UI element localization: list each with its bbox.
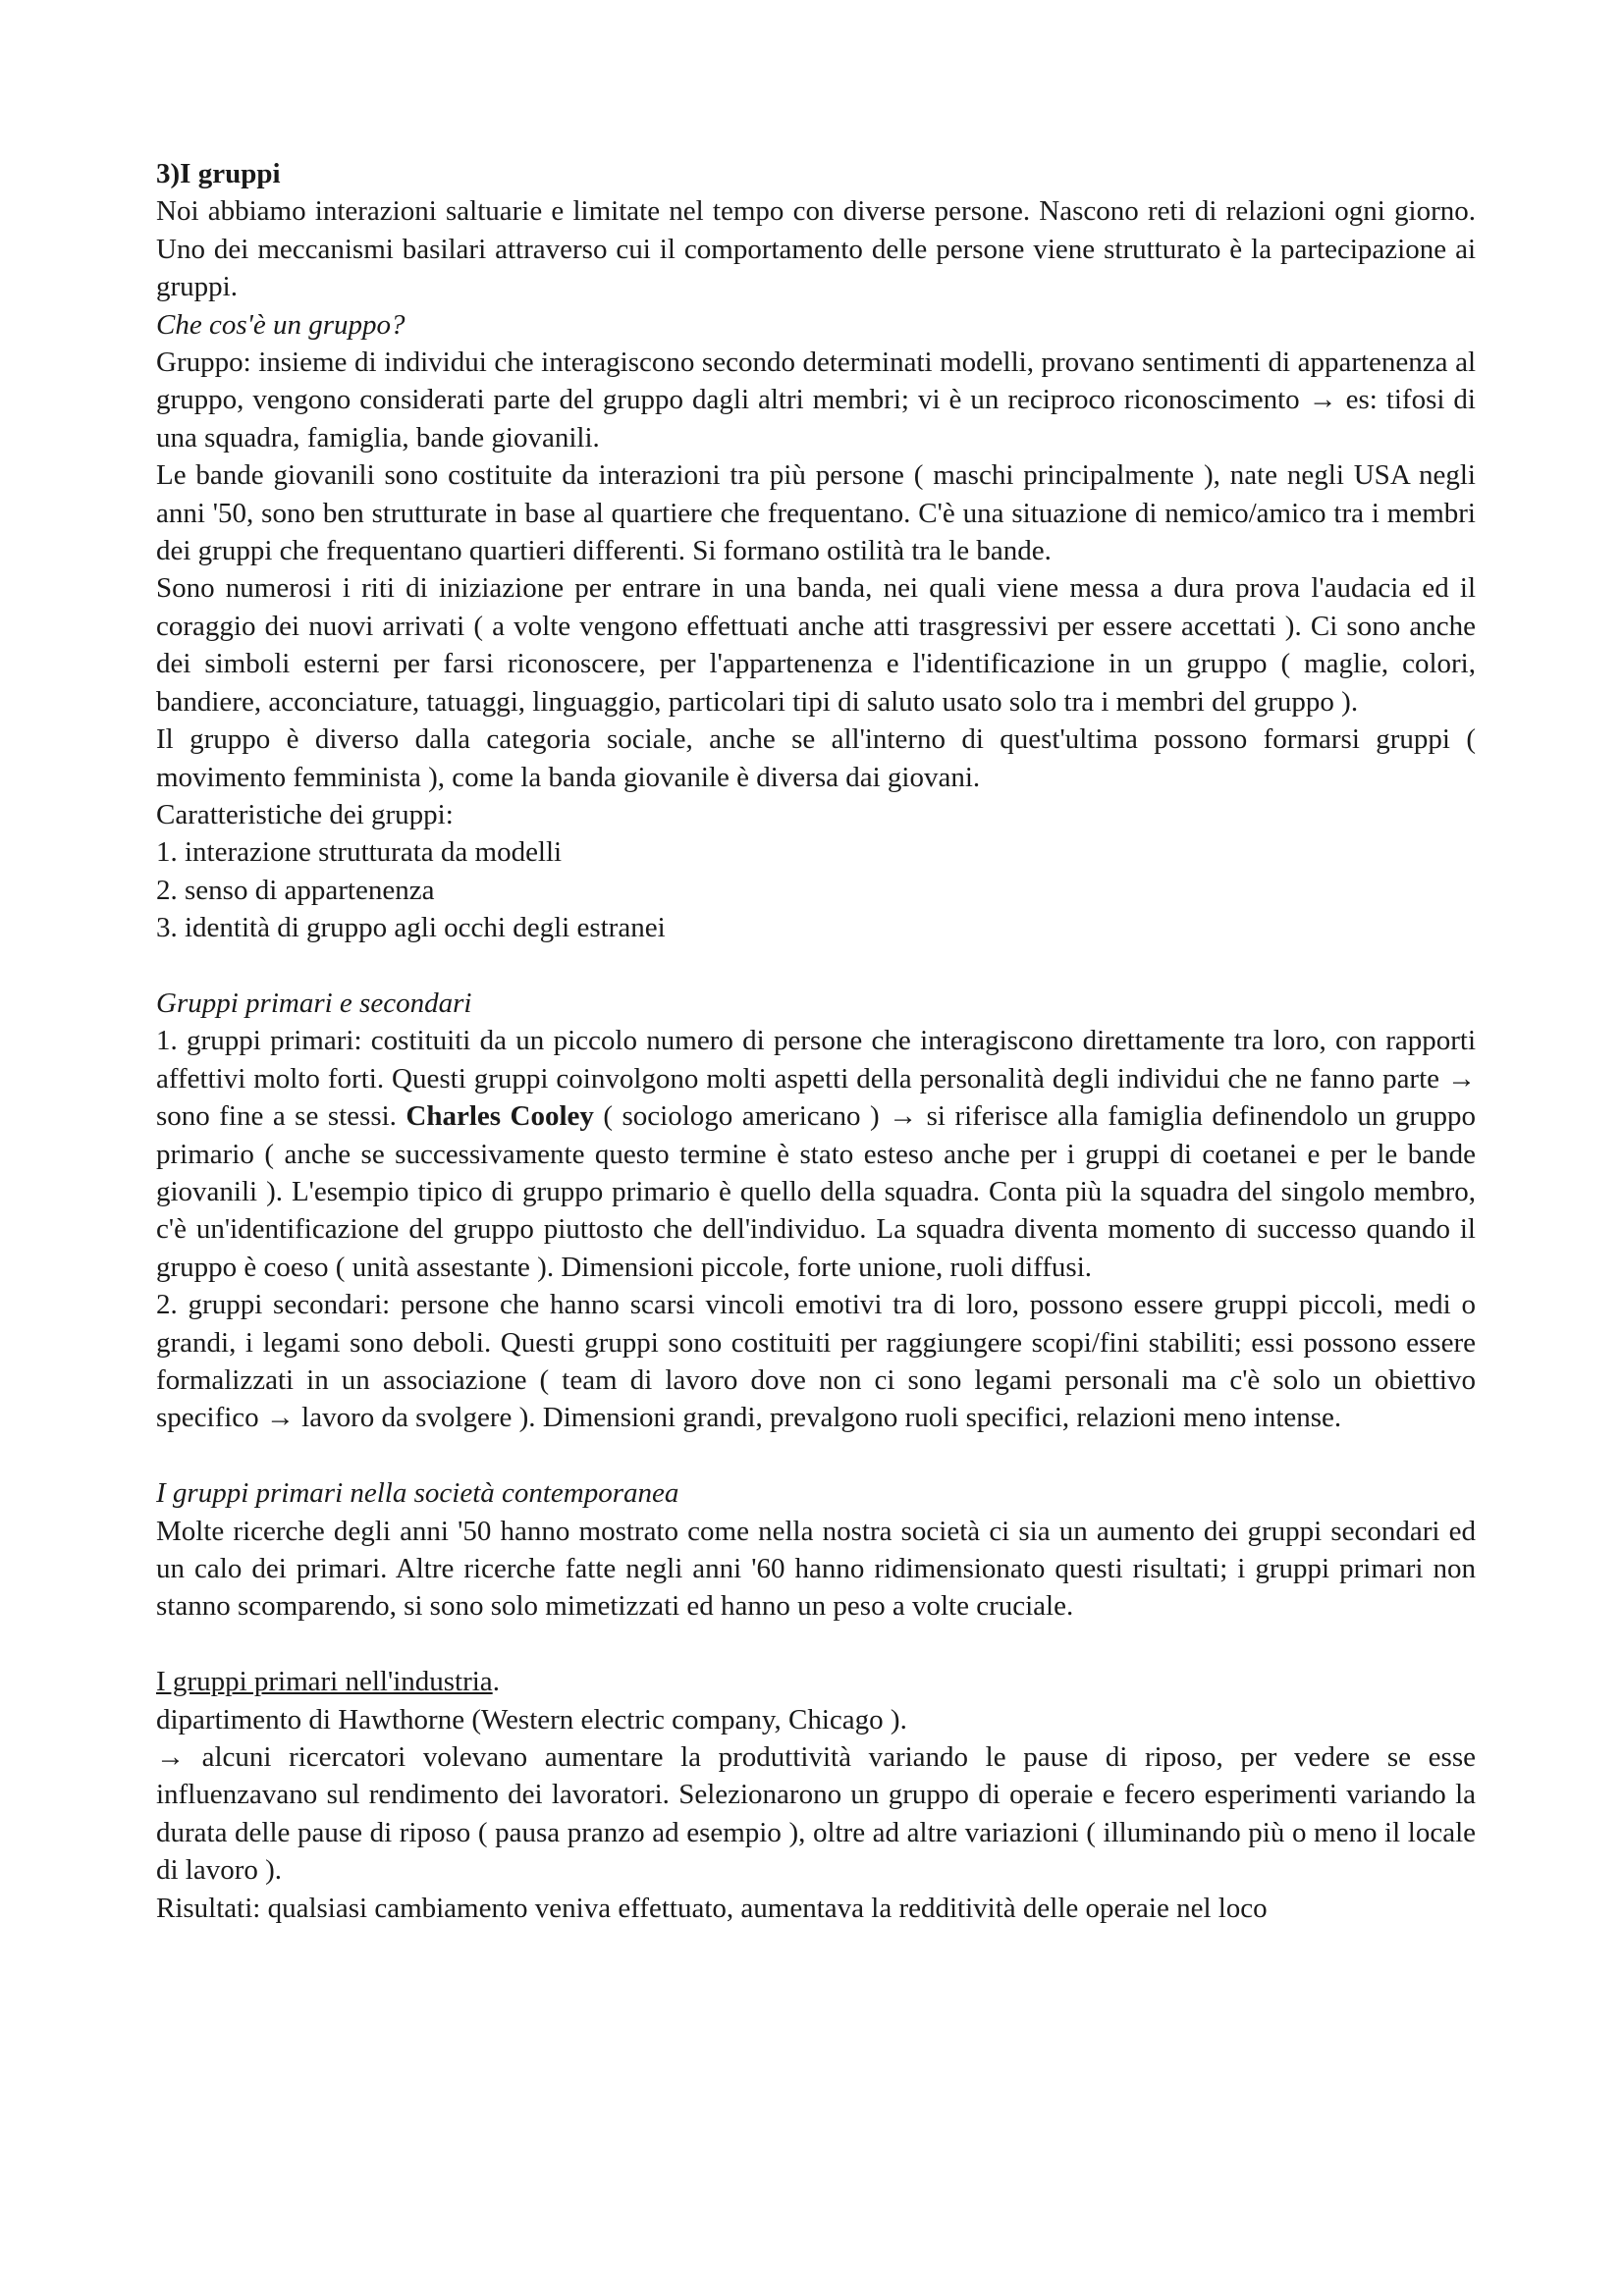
paragraph-contemporanea: Molte ricerche degli anni '50 hanno mostrato come nella nostra società ci sia un aumento dei gruppi secondari ed un calo dei primari. Altre ricerche fatte negli anni '60 hanno ridimensionato questi risultati; i gruppi primari non stanno scomparendo, si sono solo mimetizzati ed hanno un peso a volte cruciale. [156,1515,1476,1623]
name-charles-cooley: Charles Cooley [406,1100,594,1133]
paragraph-secondari: 2. gruppi secondari: persone che hanno scarsi vincoli emotivi tra di loro, possono essere gruppi piccoli, medi o grandi, i legami sono deboli. Questi gruppi sono costituiti per raggiungere scopi/fini stabiliti; essi possono essere formalizzati in un associazione ( team di lavoro dove non ci sono legami personali ma c'è solo un obiettivo specifico → lavoro da svolgere ). Dimensioni grandi, prevalgono ruoli specifici, relazioni meno intense. [156,1289,1476,1434]
paragraph-primari [156,1022,1476,1286]
spacer [156,1626,1476,1663]
paragraph-riti: Sono numerosi i riti di iniziazione per entrare in una banda, nei quali viene messa a dura prova l'audacia ed il coraggio dei nuovi arrivati ( a volte vengono effettuati anche atti trasgressivi per essere accettati ). Ci sono anche dei simboli esterni per farsi riconoscere, per l'appartenenza e l'identificazione in un gruppo ( maglie, colori, bandiere, acconciature, tatuaggi, linguaggio, particolari tipi di saluto usato solo tra i membri del gruppo ). [156,572,1476,718]
paragraph-categoria: Il gruppo è diverso dalla categoria sociale, anche se all'interno di quest'ultima possono formarsi gruppi ( movimento femminista ), come la banda giovanile è diversa dai giovani. [156,723,1476,793]
subheading-primari-secondari: Gruppi primari e secondari [156,987,472,1019]
subheading-industria-dot: . [492,1666,500,1698]
list-item: 1. interazione strutturata da modelli [156,836,563,869]
subheading-contemporanea: I gruppi primari nella società contemporanea [156,1477,679,1510]
list-item: 2. senso di appartenenza [156,874,435,906]
spacer [156,947,1476,985]
spacer [156,1437,1476,1474]
subheading-industria-text: I gruppi primari nell'industria [156,1666,493,1698]
subheading-industria [156,1663,1476,1700]
paragraph-definition: Gruppo: insieme di individui che interagiscono secondo determinati modelli, provano sentimenti di appartenenza al gruppo, vengono considerati parte del gruppo dagli altri membri; vi è un reciproco riconoscimento → es: tifosi di una squadra, famiglia, bande giovanili. [156,347,1476,454]
primari-text-a: 1. gruppi primari: costituiti da un piccolo numero di persone che interagiscono direttamente tra loro, con rapporti affettivi molto forti. Questi gruppi coinvolgono molti aspetti della personalità degli individui che ne fanno parte → sono fine a se stessi. [156,1025,1476,1133]
document-body [156,155,1476,1927]
subheading-what-is-group: Che cos'è un gruppo? [156,308,406,341]
paragraph-intro: Noi abbiamo interazioni saltuarie e limitate nel tempo con diverse persone. Nascono reti di relazioni ogni giorno. Uno dei meccanismi basilari attraverso cui il comportamento delle persone viene strutturato è la partecipazione ai gruppi. [156,195,1476,303]
paragraph-hawthorne: dipartimento di Hawthorne (Western electric company, Chicago ). [156,1703,907,1735]
section-title: 3)I gruppi [156,158,281,189]
list-label: Caratteristiche dei gruppi: [156,798,454,830]
list-item: 3. identità di gruppo agli occhi degli estranei [156,912,666,944]
paragraph-bande: Le bande giovanili sono costituite da interazioni tra più persone ( maschi principalmente ), nate negli USA negli anni '50, sono ben strutturate in base al quartiere che frequentano. C'è una situazione di nemico/amico tra i membri dei gruppi che frequentano quartieri differenti. Si formano ostilità tra le bande. [156,459,1476,567]
paragraph-ricercatori: → alcuni ricercatori volevano aumentare la produttività variando le pause di riposo, per vedere se esse influenzavano sul rendimento dei lavoratori. Selezionarono un gruppo di operaie e fecero esperimenti variando la durata delle pause di riposo ( pausa pranzo ad esempio ), oltre ad altre variazioni ( illuminando più o meno il locale di lavoro ). [156,1741,1476,1887]
paragraph-risultati: Risultati: qualsiasi cambiamento veniva effettuato, aumentava la redditività delle operaie nel loco [156,1892,1268,1924]
primari-text-b: ( sociologo americano ) → si riferisce alla famiglia definendolo un gruppo primario ( anche se successivamente questo termine è stato esteso anche per i gruppi di coetanei e per le bande giovanili ). L'esempio tipico di gruppo primario è quello della squadra. Conta più la squadra del singolo membro, c'è un'identificazione del gruppo piuttosto che dell'individuo. La squadra diventa momento di successo quando il gruppo è coeso ( unità assestante ). Dimensioni piccole, forte unione, ruoli diffusi. [156,1100,1476,1283]
